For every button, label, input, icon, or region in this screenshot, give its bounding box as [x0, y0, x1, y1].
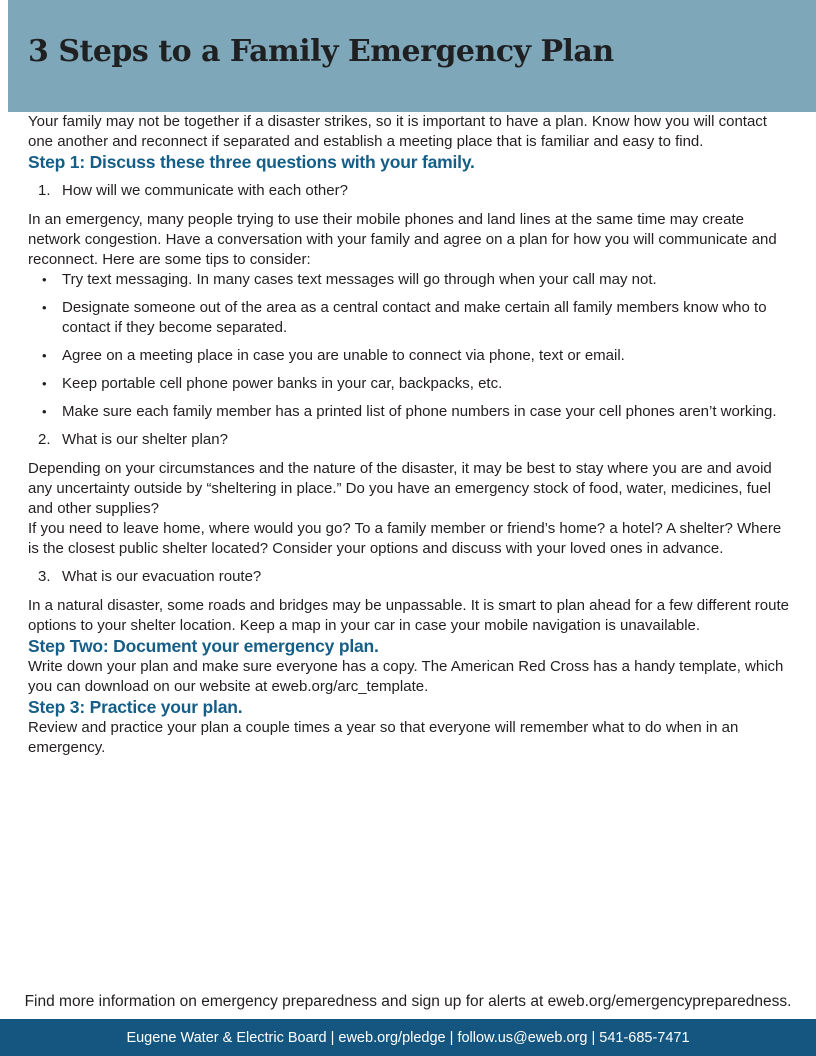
step3-heading: Step 3: Practice your plan. [28, 697, 243, 717]
q3-paragraph: In a natural disaster, some roads and bridges may be unpassable. It is smart to plan ahead for a few different route options to your shelter location. Keep a map in your car in case your mobile navigation is unavailable. [28, 597, 789, 634]
tip-text: Try text messaging. In many cases text messages will go through when your call may not. [62, 271, 657, 288]
list-item [42, 402, 790, 422]
intro-paragraph: Your family may not be together if a disaster strikes, so it is important to have a plan. Know how you will contact one another and reconnect if separated and establish a meeting place that is familiar and easy to find. [28, 113, 767, 150]
question-text: What is our shelter plan? [62, 431, 228, 448]
question-item-3 [38, 567, 790, 587]
question-number: 1. [38, 182, 51, 199]
header-band [8, 0, 816, 112]
list-item [42, 298, 790, 338]
list-item [42, 270, 790, 290]
step2-heading: Step Two: Document your emergency plan. [28, 636, 379, 656]
footer-info-line: Find more information on emergency preparedness and sign up for alerts at eweb.org/emergencypreparedness. [24, 993, 792, 1010]
footer-bar-text: Eugene Water & Electric Board | eweb.org/pledge | follow.us@eweb.org | 541-685-7471 [126, 1029, 690, 1046]
tip-text: Keep portable cell phone power banks in your car, backpacks, etc. [62, 375, 503, 392]
footer-bar [0, 1019, 816, 1056]
document-body [28, 112, 790, 758]
page-title: 3 Steps to a Family Emergency Plan [28, 34, 614, 69]
question-item-2 [38, 430, 790, 450]
question-number: 2. [38, 431, 51, 448]
tip-text: Agree on a meeting place in case you are unable to connect via phone, text or email. [62, 347, 625, 364]
step2-paragraph: Write down your plan and make sure everyone has a copy. The American Red Cross has a handy template, which you can download on our website at eweb.org/arc_template. [28, 658, 784, 695]
list-item [42, 346, 790, 366]
step1-heading: Step 1: Discuss these three questions with your family. [28, 152, 475, 172]
question-text: How will we communicate with each other? [62, 182, 348, 199]
question-item-1 [38, 181, 790, 201]
q2-paragraph-2: If you need to leave home, where would you go? To a family member or friend’s home? a hotel? A shelter? Where is the closest public shelter located? Consider your options and discuss with your loved ones in advance. [28, 520, 782, 557]
question-text: What is our evacuation route? [62, 568, 262, 585]
tip-text: Make sure each family member has a printed list of phone numbers in case your cell phones aren’t working. [62, 403, 777, 420]
question-number: 3. [38, 568, 51, 585]
q1-paragraph: In an emergency, many people trying to use their mobile phones and land lines at the same time may create network congestion. Have a conversation with your family and agree on a plan for how you will communicate and reconnect. Here are some tips to consider: [28, 211, 777, 268]
list-item [42, 374, 790, 394]
tip-text: Designate someone out of the area as a central contact and make certain all family members know who to contact if they become separated. [62, 299, 767, 336]
q2-paragraph-1: Depending on your circumstances and the nature of the disaster, it may be best to stay where you are and avoid any uncertainty outside by “sheltering in place.” Do you have an emergency stock of food, water, medicines, fuel and other supplies? [28, 460, 772, 517]
step3-paragraph: Review and practice your plan a couple times a year so that everyone will remember what to do when in an emergency. [28, 719, 739, 756]
